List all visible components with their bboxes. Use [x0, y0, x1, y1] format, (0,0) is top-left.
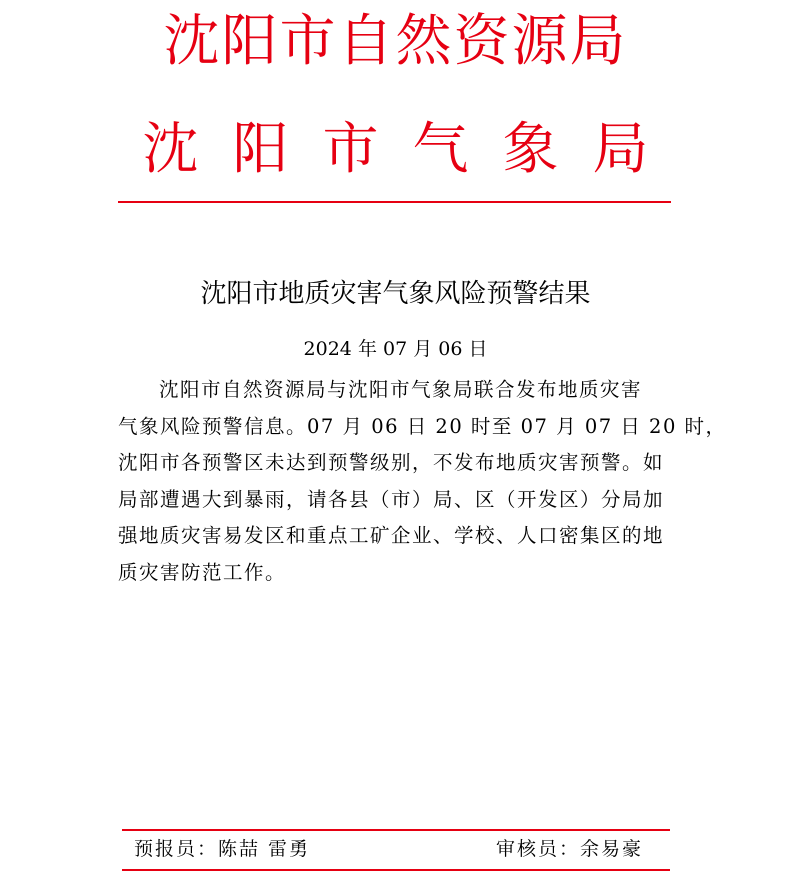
- agency-name-meteorological: 沈阳市气象局: [142, 117, 683, 182]
- reviewer-credit: 审核员：余易豪: [495, 838, 643, 860]
- body-line: 质灾害防范工作。: [118, 560, 287, 584]
- body-line: 沈阳市自然资源局与沈阳市气象局联合发布地质灾害: [159, 378, 643, 401]
- document-date: 2024 年 07 月 06 日: [303, 338, 488, 360]
- body-line: 沈阳市各预警区未达到预警级别，不发布地质灾害预警。如: [118, 451, 665, 475]
- agency-name-natural-resources: 沈阳市自然资源局: [163, 9, 628, 74]
- body-line: 气象风险预警信息。07 月 06 日 20 时至 07 月 07 日 20 时，: [118, 414, 727, 438]
- footer-top-divider: [122, 829, 670, 831]
- body-line: 强地质灾害易发区和重点工矿企业、学校、人口密集区的地: [118, 524, 665, 548]
- forecaster-credit: 预报员：陈喆 雷勇: [134, 838, 311, 860]
- document-body: [118, 372, 727, 592]
- header-divider: [118, 201, 671, 203]
- document-title: 沈阳市地质灾害气象风险预警结果: [200, 279, 591, 309]
- footer-bottom-divider: [122, 869, 670, 871]
- body-line: 局部遭遇大到暴雨，请各县（市）局、区（开发区）分局加: [118, 487, 665, 511]
